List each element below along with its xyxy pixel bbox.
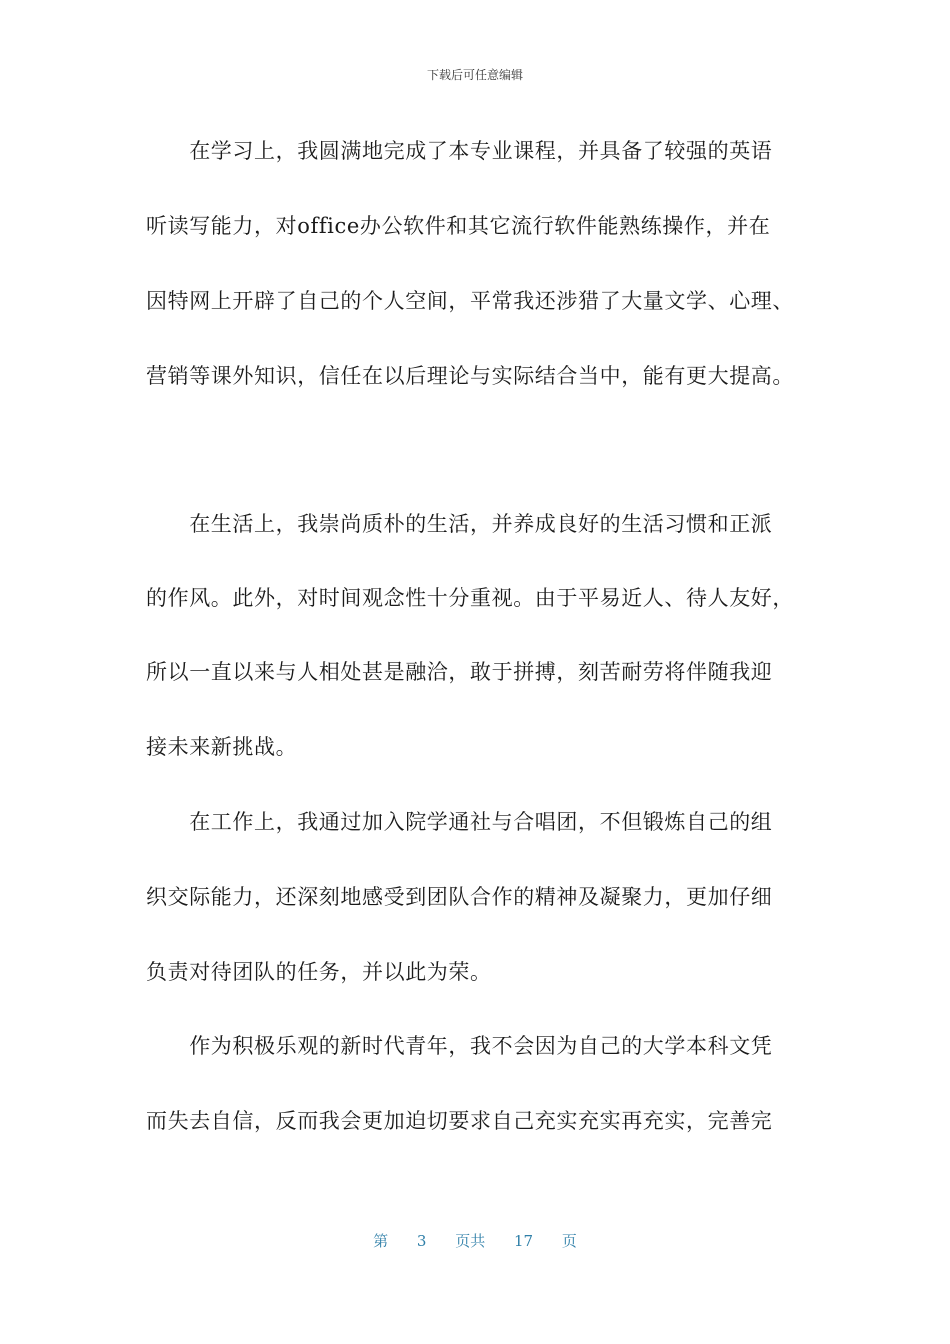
footer-total-pages: 17 bbox=[514, 1232, 534, 1250]
footer-page-number: 3 bbox=[416, 1232, 427, 1250]
text-line: 负责对待团队的任务，并以此为荣。 bbox=[146, 960, 492, 984]
page-header: 下载后可任意编辑 bbox=[426, 68, 523, 82]
text-line: 听读写能力，对office办公软件和其它流行软件能熟练操作，并在 bbox=[146, 214, 771, 238]
text-line: 所以一直以来与人相处甚是融洽，敢于拼搏，刻苦耐劳将伴随我迎 bbox=[146, 660, 773, 684]
text-line: 作为积极乐观的新时代青年，我不会因为自己的大学本科文凭 bbox=[146, 1034, 773, 1058]
page-footer bbox=[0, 1230, 950, 1251]
footer-prefix: 第 bbox=[373, 1232, 389, 1250]
text-line: 在生活上，我崇尚质朴的生活，并养成良好的生活习惯和正派 bbox=[146, 512, 773, 536]
text-line: 在学习上，我圆满地完成了本专业课程，并具备了较强的英语 bbox=[146, 139, 773, 163]
text-line: 在工作上，我通过加入院学通社与合唱团，不但锻炼自己的组 bbox=[146, 810, 773, 834]
text-line: 因特网上开辟了自己的个人空间，平常我还涉猎了大量文学、心理、 bbox=[146, 289, 794, 313]
text-line: 接未来新挑战。 bbox=[146, 735, 298, 759]
text-line: 的作风。此外，对时间观念性十分重视。由于平易近人、待人友好， bbox=[146, 586, 794, 610]
text-line: 织交际能力，还深刻地感受到团队合作的精神及凝聚力，更加仔细 bbox=[146, 885, 773, 909]
footer-middle: 页共 bbox=[455, 1232, 486, 1250]
text-line: 营销等课外知识，信任在以后理论与实际结合当中，能有更大提高。 bbox=[146, 364, 794, 388]
text-line: 而失去自信，反而我会更加迫切要求自己充实充实再充实，完善完 bbox=[146, 1109, 773, 1133]
footer-suffix: 页 bbox=[561, 1232, 577, 1250]
